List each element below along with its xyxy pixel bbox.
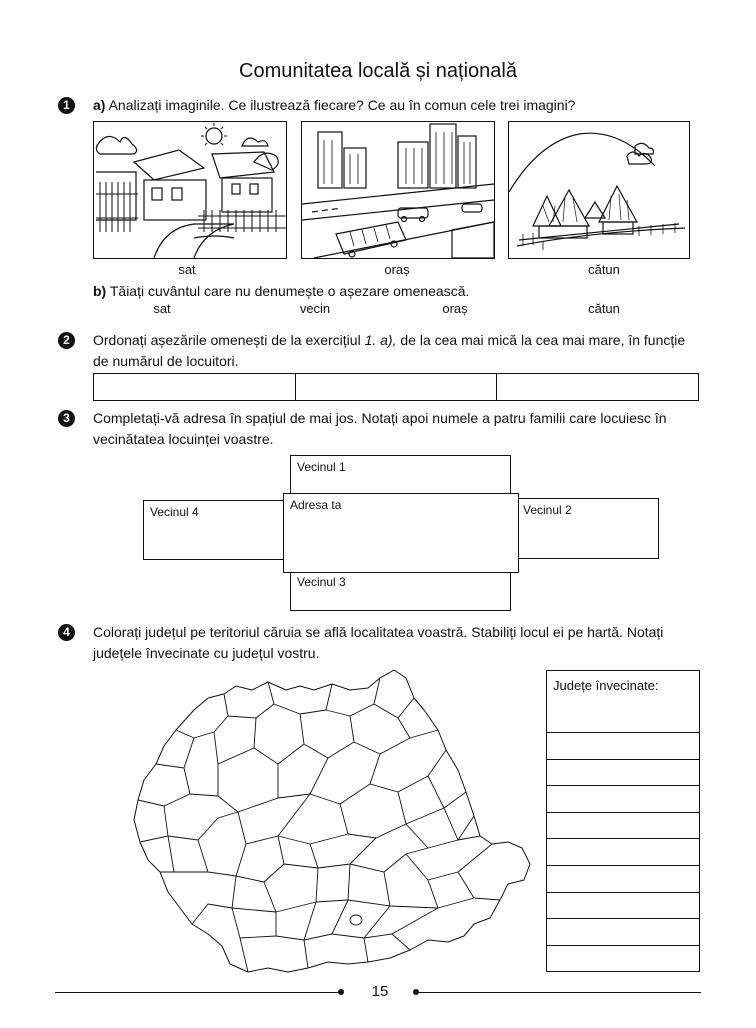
- village-image: [93, 121, 287, 259]
- county-answer-line[interactable]: [547, 919, 699, 946]
- county-answer-line[interactable]: [547, 786, 699, 813]
- exercise-4-line-1: Colorați județul pe teritoriul căruia se află localitatea voastră. Stabiliți locul ei pe hartă. Notați: [93, 624, 664, 640]
- address-label: Adresa ta: [290, 498, 342, 512]
- exercise-3-line-1: Completați-vă adresa în spațiul de mai jos. Notați apoi numele a patru familii care locuiesc în: [93, 410, 667, 426]
- exercise-2-text-3: de numărul de locuitori.: [93, 353, 239, 369]
- exercise-3-instruction: [93, 408, 713, 450]
- exercise-4-line-2: județele învecinate cu județul vostru.: [93, 645, 320, 661]
- exercise-3-line-2: vecinătatea locuinței voastre.: [93, 431, 274, 447]
- exercise-1b-letter: b): [93, 283, 107, 299]
- exercise-1a-instruction: [93, 95, 575, 116]
- exercise-4-instruction: [93, 622, 713, 664]
- county-answer-line[interactable]: [547, 946, 699, 973]
- neighbor-3-box[interactable]: [290, 570, 511, 611]
- neighbor-4-box[interactable]: [143, 500, 286, 560]
- word-oras[interactable]: oraș: [442, 301, 468, 316]
- neighbor-3-label: Vecinul 3: [297, 575, 346, 589]
- hamlet-image: [508, 121, 690, 259]
- order-cell-1[interactable]: [94, 374, 296, 400]
- order-cell-3[interactable]: [497, 374, 698, 400]
- exercise-1a-letter: a): [93, 97, 106, 113]
- exercise-2-instruction: [93, 330, 708, 372]
- city-image: [301, 121, 495, 259]
- exercise-1-number: 1: [58, 97, 75, 114]
- romania-counties-map[interactable]: [128, 668, 538, 980]
- county-answer-line[interactable]: [547, 893, 699, 920]
- county-answer-line[interactable]: [547, 813, 699, 840]
- county-answer-line[interactable]: [547, 839, 699, 866]
- label-sat: sat: [178, 262, 196, 277]
- neighbor-2-box[interactable]: [516, 498, 659, 559]
- neighbor-2-label: Vecinul 2: [523, 503, 572, 517]
- footer-dot-left: [338, 989, 344, 995]
- county-answer-line[interactable]: [547, 760, 699, 787]
- exercise-2-reference: 1. a),: [364, 332, 397, 348]
- order-cell-2[interactable]: [296, 374, 498, 400]
- exercise-1b-instruction: [93, 281, 469, 302]
- exercise-1b-text: Tăiați cuvântul care nu denumește o așezare omenească.: [106, 283, 470, 299]
- address-box[interactable]: [283, 493, 519, 573]
- neighboring-counties-header: Județe învecinate:: [547, 671, 699, 733]
- county-answer-line[interactable]: [547, 866, 699, 893]
- exercise-2-text-2: de la cea mai mică la cea mai mare, în funcție: [396, 332, 686, 348]
- word-sat[interactable]: sat: [153, 301, 171, 316]
- label-catun: cătun: [588, 262, 620, 277]
- exercise-1a-text: Analizați imaginile. Ce ilustrează fiecare? Ce au în comun cele trei imagini?: [105, 97, 576, 113]
- exercise-2-number: 2: [58, 332, 75, 349]
- footer-rule-right: [419, 992, 701, 993]
- neighbor-1-box[interactable]: [290, 455, 511, 495]
- word-vecin[interactable]: vecin: [299, 301, 331, 316]
- exercise-3-number: 3: [58, 410, 75, 427]
- county-answer-line[interactable]: [547, 733, 699, 760]
- page-title: Comunitatea locală și națională: [239, 60, 517, 82]
- label-oras: oraș: [384, 262, 410, 277]
- exercise-2-text-1: Ordonați așezările omenești de la exercițiul: [93, 332, 365, 348]
- neighbor-4-label: Vecinul 4: [150, 505, 199, 519]
- footer-rule-left: [55, 992, 340, 993]
- neighbor-1-label: Vecinul 1: [297, 460, 346, 474]
- exercise-4-number: 4: [58, 624, 75, 641]
- word-catun[interactable]: cătun: [588, 301, 620, 316]
- page-number: 15: [371, 983, 389, 1000]
- order-answer-row: [93, 373, 699, 401]
- neighboring-counties-table: [546, 670, 700, 972]
